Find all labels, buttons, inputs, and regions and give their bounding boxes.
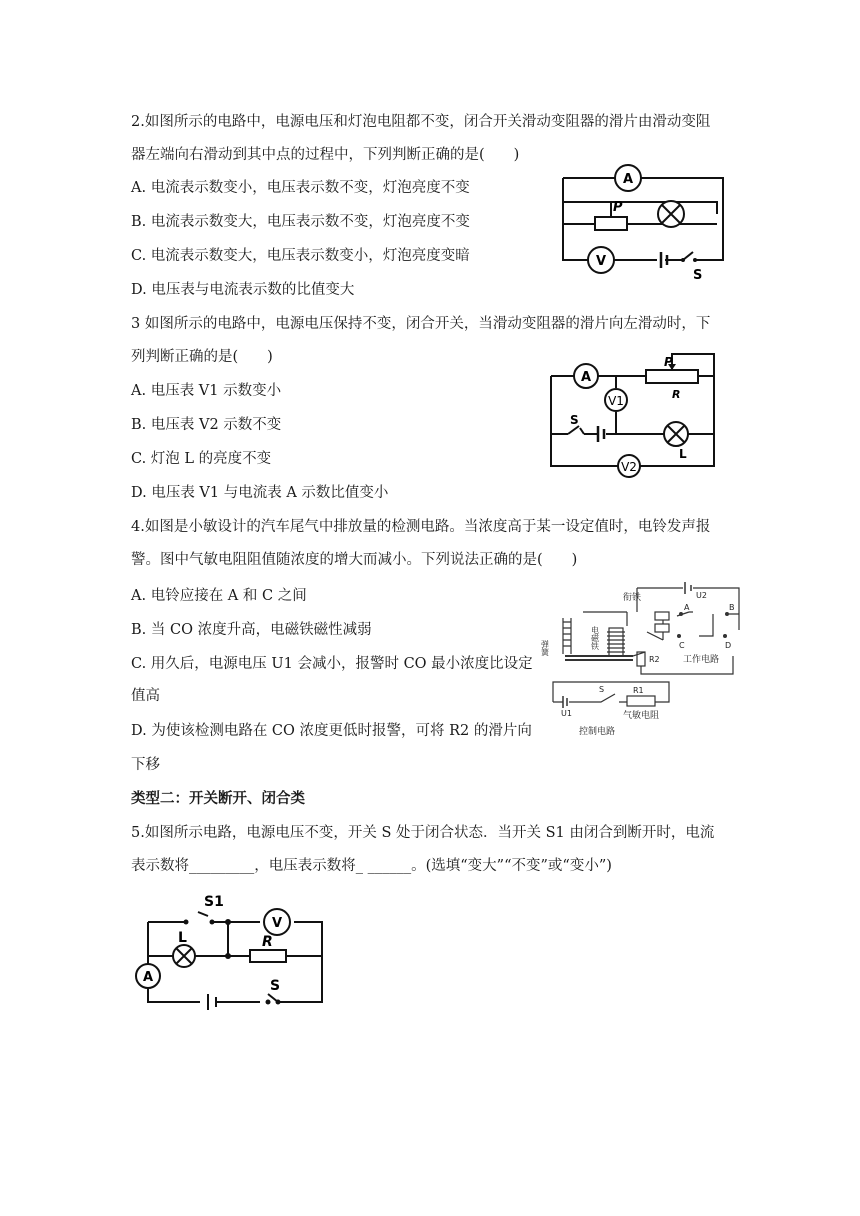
q3-slider-label: P (664, 355, 673, 369)
q4-s-label: S (599, 685, 605, 694)
q4-option-b: B. 当 CO 浓度升高，电磁铁磁性减弱 (131, 622, 372, 638)
q5-ammeter-label: A (142, 970, 154, 985)
q2-stem-line2: 器左端向右滑动到其中点的过程中，下列判断正确的是( ) (131, 147, 520, 163)
q2-circuit-figure (555, 162, 735, 282)
q5-s1-label: S1 (204, 894, 224, 910)
q3-option-c: C. 灯泡 L 的亮度不变 (131, 451, 272, 467)
q3-v1-label: V1 (608, 394, 624, 408)
q2-ammeter-label: A (622, 172, 634, 187)
q4-d-label: D (725, 641, 732, 650)
q4-gas-resistor-label: 气敏电阻 (623, 711, 660, 721)
q5-stem-line2: 表示数将_________，电压表示数将_ ______。(选填“变大”“不变”或“变小”) (131, 858, 612, 874)
q3-ammeter-label: A (580, 370, 592, 385)
q4-r2-label: R2 (649, 655, 660, 664)
q3-switch-label: S (570, 413, 579, 427)
q4-spring-label: 弹簧 (540, 640, 550, 656)
q4-option-d: D. 为使该检测电路在 CO 浓度更低时报警，可将 R2 的滑片向 (131, 723, 532, 739)
q3-circuit-figure (546, 346, 726, 476)
q5-lamp-label: L (178, 930, 187, 946)
q5-resistor-label: R (262, 934, 273, 950)
q2-switch-label: S (693, 268, 703, 283)
q3-option-b: B. 电压表 V2 示数不变 (131, 417, 282, 433)
q2-option-b: B. 电流表示数变大，电压表示数不变，灯泡亮度不变 (131, 214, 470, 230)
q4-option-c-cont: 值高 (131, 688, 160, 704)
q2-option-c: C. 电流表示数变大，电压表示数变小，灯泡亮度变暗 (131, 248, 470, 264)
q4-stem-line2: 警。图中气敏电阻阻值随浓度的增大而减小。下列说法正确的是( ) (131, 552, 578, 568)
q5-voltmeter-label: V (271, 916, 283, 931)
q2-voltmeter-label: V (595, 254, 607, 269)
q3-stem-line1: 3 如图所示的电路中，电源电压保持不变，闭合开关，当滑动变阻器的滑片向左滑动时，下 (131, 316, 711, 332)
q3-option-a: A. 电压表 V1 示数变小 (131, 383, 282, 399)
q4-armature-label: 衔铁 (623, 593, 642, 603)
q4-r1-label: R1 (633, 686, 644, 695)
q5-switch-label: S (270, 978, 281, 994)
q4-option-d-cont: 下移 (131, 757, 160, 773)
q4-electromagnet-label: 电磁铁 (590, 626, 600, 650)
section-two-title: 类型二：开关断开、闭合类 (131, 791, 305, 807)
q4-option-a: A. 电铃应接在 A 和 C 之间 (131, 588, 307, 604)
q5-stem-line1: 5.如图所示电路，电源电压不变，开关 S 处于闭合状态．当开关 S1 由闭合到断开时，电流 (131, 825, 715, 841)
q4-a-label: A (684, 603, 690, 612)
q3-resistor-label: R (672, 388, 681, 401)
q4-b-label: B (729, 603, 735, 612)
q4-control-circuit-label: 控制电路 (579, 727, 616, 737)
q4-u1-label: U1 (561, 709, 572, 718)
q2-stem-line1: 2.如图所示的电路中，电源电压和灯泡电阻都不变，闭合开关滑动变阻器的滑片由滑动变阻 (131, 114, 711, 130)
q2-slider-label: P (613, 200, 623, 215)
q2-option-a: A. 电流表示数变小，电压表示数不变，灯泡亮度不变 (131, 180, 470, 196)
q4-option-c: C. 用久后，电源电压 U1 会减小，报警时 CO 最小浓度比设定 (131, 656, 533, 672)
q3-v2-label: V2 (621, 460, 637, 474)
q3-lamp-label: L (679, 447, 687, 461)
q3-stem-line2: 列判断正确的是( ) (131, 349, 273, 365)
q4-c-label: C (679, 641, 685, 650)
q4-circuit-figure (540, 582, 758, 738)
q2-option-d: D. 电压表与电流表示数的比值变大 (131, 282, 355, 298)
q5-circuit-figure (128, 888, 342, 1022)
q4-stem-line1: 4.如图是小敏设计的汽车尾气中排放量的检测电路。当浓度高于某一设定值时，电铃发声报 (131, 519, 711, 535)
q4-work-circuit-label: 工作电路 (683, 655, 720, 665)
q4-u2-label: U2 (696, 591, 707, 600)
q3-option-d: D. 电压表 V1 与电流表 A 示数比值变小 (131, 485, 389, 501)
